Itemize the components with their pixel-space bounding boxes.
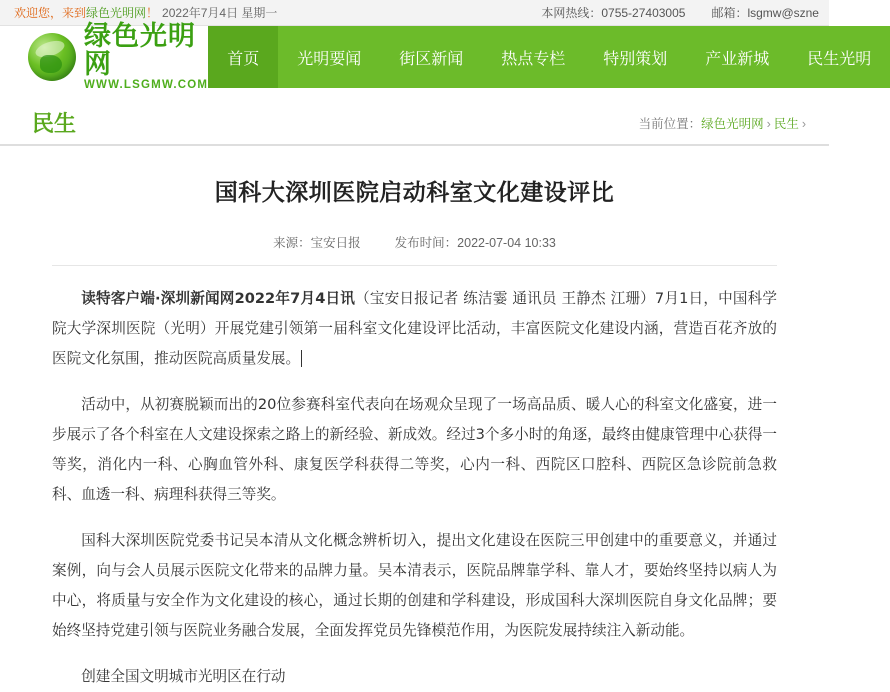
nav-item-district-news[interactable]: 街区新闻 <box>399 50 464 68</box>
article-time-value: 2022-07-04 10:33 <box>457 236 556 250</box>
nav-item-hot-column[interactable]: 热点专栏 <box>501 50 566 68</box>
breadcrumb-prefix: 当前位置： <box>638 117 702 131</box>
current-date: 2022年7月4日 星期一 <box>162 6 278 20</box>
nav-item-livelihood[interactable]: 民生光明 <box>807 50 872 68</box>
article-title: 国科大深圳医院启动科室文化建设评比 <box>214 180 615 206</box>
breadcrumb-link-current[interactable]: 民生 <box>773 117 799 131</box>
breadcrumb-separator-1: › <box>766 117 771 131</box>
text-caret <box>301 350 307 367</box>
welcome-excl: ！ <box>146 6 159 20</box>
article-time-label: 发布时间： <box>394 236 458 250</box>
article-source-label: 来源： <box>273 236 311 250</box>
nav-item-industry-city[interactable]: 产业新城 <box>705 50 770 68</box>
section-bar <box>0 96 829 146</box>
article-lead-rest: （宝安日报记者 练洁霎 通讯员 王静杰 江珊）7月1日，中国科学院大学深圳医院（光明）开展党建引领第一届科室文化建设评比活动，丰富医院文化建设内涵，营造百花齐放的医院文化氛围，推动医院高质量发展。 <box>52 290 777 367</box>
article-time <box>395 233 556 251</box>
globe-icon <box>28 33 76 81</box>
article-source <box>273 233 361 251</box>
site-header <box>0 20 872 92</box>
hotline-text: 本网热线：0755-27403005 <box>541 6 686 20</box>
top-bar-right <box>541 4 819 21</box>
nav-item-special-planning[interactable]: 特别策划 <box>603 50 668 68</box>
welcome-text: 欢迎您，来到 <box>14 6 87 20</box>
article-body <box>52 266 777 692</box>
email-text: 邮箱：lsgmw@szne <box>711 6 819 20</box>
breadcrumb <box>639 114 809 144</box>
article-lead-bold: 读特客户端·深圳新闻网2022年7月4日讯 <box>81 290 356 307</box>
article-paragraph-4: 创建全国文明城市光明区在行动 <box>81 668 286 685</box>
top-bar-left <box>14 4 277 21</box>
breadcrumb-link-home[interactable]: 绿色光明网 <box>701 117 764 131</box>
article-paragraph-2: 活动中，从初赛脱颖而出的20位参赛科室代表向在场观众呈现了一场高品质、暖人心的科室文化盛宴，进一步展示了各个科室在人文建设探索之路上的新经验、新成效。经过3个多小时的角逐，最终由健康管理中心获得一等奖，消化内一科、心胸血管外科、康复医学科获得二等奖，心内一科、西院区口腔科、西院区急诊院前急救科、血透一科、病理科获得三等奖。 <box>52 396 777 503</box>
logo-title-en: WWW.LSGMW.COM <box>84 79 209 92</box>
article-paragraph-1 <box>52 284 777 374</box>
site-logo[interactable] <box>0 20 209 92</box>
page-title: 民生 <box>32 111 77 136</box>
site-name-link[interactable]: 绿色光明网 <box>86 6 147 20</box>
article-source-value: 宝安日报 <box>310 236 361 250</box>
nav-item-guangming-news[interactable]: 光明要闻 <box>297 50 362 68</box>
article-meta <box>52 233 777 266</box>
article-paragraph-3: 国科大深圳医院党委书记吴本清从文化概念辨析切入，提出文化建设在医院三甲创建中的重要意义，并通过案例，向与会人员展示医院文化带来的品牌力量。吴本清表示，医院品牌靠学科、靠人才，要始终坚持以病人为中心，将质量与安全作为文化建设的核心，通过长期的创建和学科建设，形成国科大深圳医院自身文化品牌；要始终坚持党建引领与医院业务融合发展，全面发挥党员先锋模范作用，为医院发展持续注入新动能。 <box>52 532 777 639</box>
article <box>0 146 829 692</box>
main-nav <box>208 26 890 88</box>
logo-text <box>84 20 209 92</box>
breadcrumb-separator-2: › <box>801 117 806 131</box>
nav-item-home[interactable]: 首页 <box>208 26 278 88</box>
logo-title-cn: 绿色光明网 <box>84 20 196 80</box>
